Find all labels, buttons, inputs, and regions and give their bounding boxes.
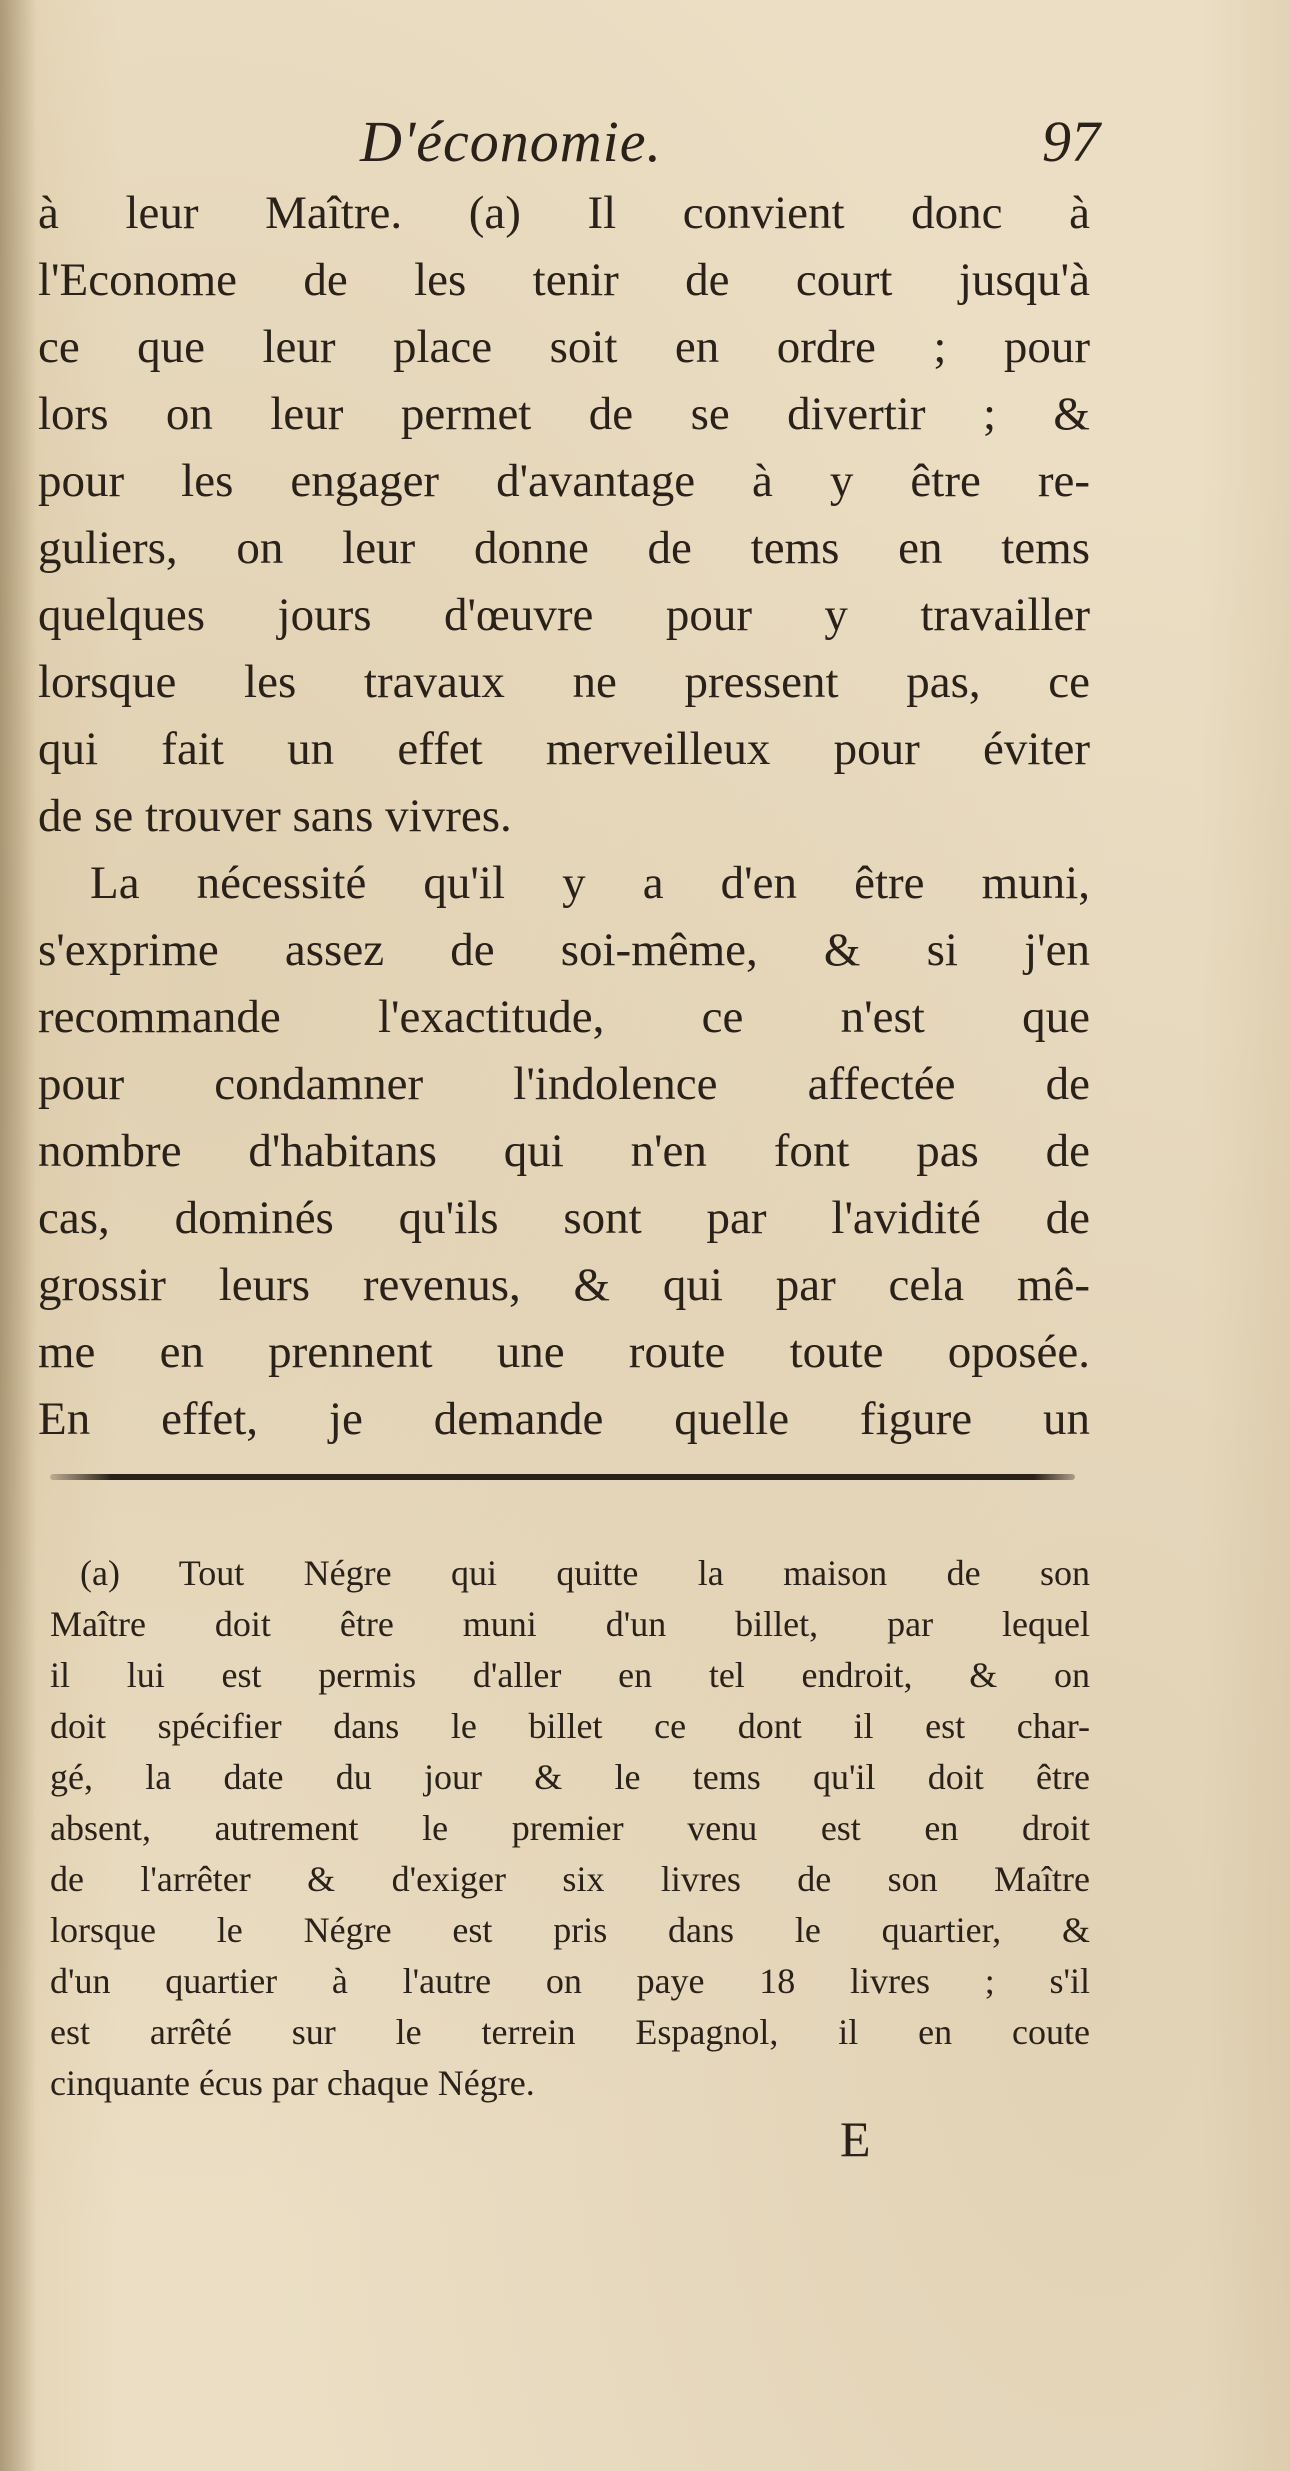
- footnote: [50, 1548, 1090, 2109]
- footnote-line: absent, autrement le premier venu est en droit: [50, 1808, 1090, 1848]
- text-line: l'Econome de les tenir de court jusqu'à: [38, 254, 1090, 306]
- signature-mark: E: [840, 2111, 871, 2167]
- text-line: qui fait un effet merveilleux pour éviter: [38, 723, 1090, 775]
- text-line: cas, dominés qu'ils sont par l'avidité de: [38, 1192, 1090, 1244]
- footnote-line: (a) Tout Négre qui quitte la maison de son: [80, 1553, 1090, 1593]
- footnote-line: d'un quartier à l'autre on paye 18 livres ; s'il: [50, 1961, 1090, 2001]
- footnote-separator-rule: [50, 1474, 1075, 1480]
- text-line: grossir leurs revenus, & qui par cela mê-: [38, 1259, 1090, 1311]
- text-line: à leur Maître. (a) Il convient donc à: [38, 187, 1090, 239]
- text-line: guliers, on leur donne de tems en tems: [38, 522, 1090, 574]
- footnote-line: cinquante écus par chaque Négre.: [50, 2063, 535, 2103]
- page-header: [360, 108, 1100, 178]
- running-head: D'économie.: [360, 109, 663, 174]
- text-line: En effet, je demande quelle figure un: [38, 1393, 1090, 1445]
- main-text: [38, 180, 1090, 1453]
- footnote-line: doit spécifier dans le billet ce dont il est char-: [50, 1706, 1090, 1746]
- page-number: 97: [1042, 109, 1100, 174]
- text-line: me en prennent une route toute oposée.: [38, 1326, 1090, 1378]
- text-line: pour les engager d'avantage à y être re-: [38, 455, 1090, 507]
- binding-gutter-shadow: [0, 0, 36, 2471]
- text-line: recommande l'exactitude, ce n'est que: [38, 991, 1090, 1043]
- text-line: pour condamner l'indolence affectée de: [38, 1058, 1090, 1110]
- text-line: La nécessité qu'il y a d'en être muni,: [90, 857, 1090, 909]
- footnote-line: il lui est permis d'aller en tel endroit, & on: [50, 1655, 1090, 1695]
- footnote-line: est arrêté sur le terrein Espagnol, il en coute: [50, 2012, 1090, 2052]
- text-line: lorsque les travaux ne pressent pas, ce: [38, 656, 1090, 708]
- text-line: nombre d'habitans qui n'en font pas de: [38, 1125, 1090, 1177]
- text-line: quelques jours d'œuvre pour y travailler: [38, 589, 1090, 641]
- footnote-line: gé, la date du jour & le tems qu'il doit être: [50, 1757, 1090, 1797]
- text-line: s'exprime assez de soi-même, & si j'en: [38, 924, 1090, 976]
- footnote-line: lorsque le Négre est pris dans le quartier, &: [50, 1910, 1090, 1950]
- footnote-line: de l'arrêter & d'exiger six livres de son Maître: [50, 1859, 1090, 1899]
- text-line: de se trouver sans vivres.: [38, 790, 512, 842]
- footnote-line: Maître doit être muni d'un billet, par lequel: [50, 1604, 1090, 1644]
- text-line: ce que leur place soit en ordre ; pour: [38, 321, 1090, 373]
- text-line: lors on leur permet de se divertir ; &: [38, 388, 1090, 440]
